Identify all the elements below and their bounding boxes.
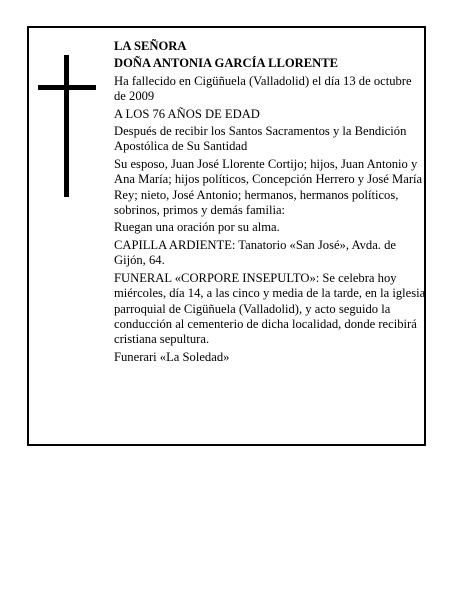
chapel-info: CAPILLA ARDIENTE: Tanatorio «San José», Avda. de Gijón, 64. bbox=[114, 237, 396, 268]
family-statement: Su esposo, Juan José Llorente Cortijo; hijos, Juan Antonio y Ana María; hijos políticos, Concepción Herrero y José María Rey; nieto, José Antonio; hermanos, hermanos políticos, sobrinos, primos y demás familia: bbox=[114, 156, 423, 218]
funeral-home: Funerari «La Soledad» bbox=[114, 349, 230, 364]
sacraments-statement: Después de recibir los Santos Sacramentos y la Bendición Apostólica de Su Santidad bbox=[114, 124, 407, 154]
cross-icon bbox=[64, 55, 69, 197]
prayer-request: Ruegan una oración por su alma. bbox=[114, 220, 280, 235]
deceased-name: DOÑA ANTONIA GARCÍA LLORENTE bbox=[114, 56, 339, 71]
obituary-text bbox=[114, 39, 426, 367]
death-statement: Ha fallecido en Cigüñuela (Valladolid) el día 13 de octubre de 2009 bbox=[114, 73, 412, 104]
funeral-info: FUNERAL «CORPORE INSEPULTO»: Se celebra hoy miércoles, día 14, a las cinco y media de la tarde, en la iglesia parroquial de Cigüñuela (Valladolid), y acto seguido la conducción al cementerio de dicha localidad, donde recibirá cristiana sepultura. bbox=[114, 270, 426, 347]
notice-title: LA SEÑORA bbox=[114, 39, 187, 53]
cross-icon-bar bbox=[38, 85, 96, 90]
age-statement: A LOS 76 AÑOS DE EDAD bbox=[114, 106, 260, 121]
